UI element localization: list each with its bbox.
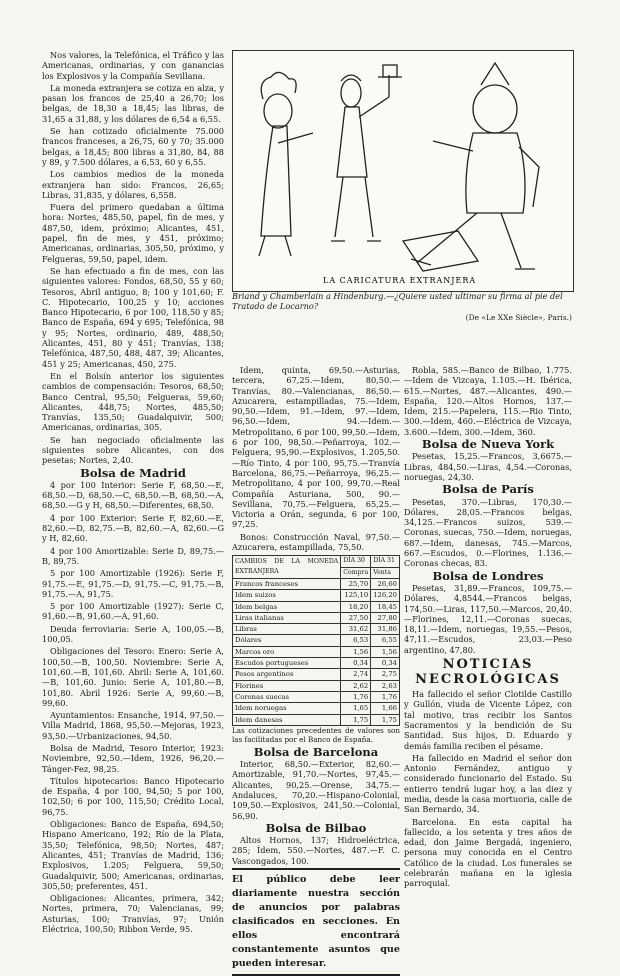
paragraph: Pesetas, 370.—Libras, 170,30.—Dólares, 28,05.—Francos belgas, 34,125.—Francos suizos, 539.—Coronas, suecas, 750.—Idem, noruegas, 687.—Idem, danesas, 745.—Marcos, 667.—Escudos, 0.—Florines, 1.136.—Coronas checas, 83.	[404, 496, 572, 569]
paragraph: 5 por 100 Amortizable (1927): Serie C, 91,60.—B, 91,60.—A, 91,60.	[42, 601, 224, 622]
section-heading-necrologicas: NOTICIAS NECROLÓGICAS	[415, 657, 561, 688]
table-row	[233, 658, 400, 669]
table-header-label: CAMBIOS DE LA MONEDA EXTRANJERA	[233, 556, 341, 579]
table-row	[233, 691, 400, 702]
table-cell: Idem danesas	[233, 714, 341, 725]
table-cell: 27,50	[341, 612, 371, 623]
table-cell: 1,66	[371, 703, 400, 714]
table-cell: 2,62	[341, 680, 371, 691]
paragraph: Idem, quinta, 69,50.—Asturias, tercera, 67,25.—Idem, 80,50.—Tranvías, 80.—Valencianas, 86,50.—Azucarera, estampilladas, 75.—Idem, 90,50.—Idem, 91.—Idem, 97.—Idem, 96,50.—Idem, 94.—Idem.—Metropolitano, 6 por 100, 99,50.—Idem, 6 por 100, 98,50.—Peñarroya, 102.—Felguera, 95,90.—Explosivos, 1.205,50.—Río Tinto, 4 por 100, 95,75.—Tranvía Barcelona, 86,75.—Peñarroya, 96,25.—Metropolitano, 4 por 100, 99,70.—Real Compañía Asturiana, 500, 90.—Sevillana, 70,75.—Felguera, 65,25.—Victoria a Orán, segunda, 6 por 100, 97,25.	[232, 365, 400, 530]
paragraph: Ayuntamientos: Ensanche, 1914, 97,50.—Villa Madrid, 1868, 95,50.—Mejoras, 1923, 93,50.—Urbanizaciones, 94,50.	[42, 710, 224, 741]
paragraph: 4 por 100 Amortizable: Serie D, 89,75.—B, 89,75.	[42, 545, 224, 566]
table-header-day-b: DÍA 31	[371, 556, 400, 567]
paragraph: Los cambios medios de la moneda extranjera han sido: Francos, 26,65; Libras, 31,835, y dólares, 6,558.	[42, 169, 224, 200]
paragraph: Fuera del primero quedaban a última hora: Nortes, 485,50, papel, fin de mes, y 487,50, idem, próximo; Alicantes, 451, papel, fin de mes, y 451, próximo; Americanas, ordinarias, 305,50, próximo, y Felgueras, 59,50, papel, idem.	[42, 202, 224, 264]
table-cell: Escudos portugueses	[233, 658, 341, 669]
table-row	[233, 714, 400, 725]
table-cell: Idem belgas	[233, 601, 341, 612]
paragraph: Robla, 585.—Banco de Bilbao, 1.775.—Idem de Vizcaya, 1.105.—H. Ibérica, 615.—Nortes, 487.—Alicantes, 490.—España, 120.—Altos Hornos, 137.—Idem, 215.—Papelera, 115.—Rio Tinto, 300.—Idem, 460.—Eléctrica de Vizcaya, 3.600.—Idem, 300.—Idem, 360.	[404, 365, 572, 437]
table-cell: 18,20	[341, 601, 371, 612]
table-cell: Idem suizos	[233, 590, 341, 601]
paragraph: Ha fallecido en Madrid el señor don Antonio Fernández, antiguo y considerado funcionario del Estado. Su entierro tendrá lugar hoy, a las diez y media, desde la casa mortuoria, calle de San Bernardo, 34.	[404, 752, 572, 815]
table-cell: 1,76	[371, 691, 400, 702]
paragraph: Bonos: Construcción Naval, 97,50.—Azucarera, estampillada, 75,50.	[232, 531, 400, 553]
table-cell: 2,74	[341, 669, 371, 680]
paragraph: La moneda extranjera se cotiza en alza, y pasan los francos de 25,40 a 26,70; los belgas, de 18,30 a 18,45; las libras, de 31,65 a 31,88, y los dólares de 6,54 a 6,55.	[42, 82, 224, 124]
paragraph: Altos Hornos, 137; Hidroeléctrica, 285; Ídem, 550.—Nortes, 487.—F. C. Vascongados, 100.	[232, 835, 400, 866]
table-cell: 1,56	[341, 646, 371, 657]
table-cell: 1,65	[341, 703, 371, 714]
table-cell: 18,45	[371, 601, 400, 612]
table-cell: Dólares	[233, 635, 341, 646]
table-cell: Florines	[233, 680, 341, 691]
table-cell: 26,60	[371, 578, 400, 589]
paragraph: Obligaciones del Tesoro: Enero: Serie A, 100,50.—B, 100,50. Noviembre: Serie A, 101,60.—B, 101,60. Abril: Serie A, 101,60.—B, 101,60. Junio: Serie A, 101,80.—B, 101,80. Abril 1926: Serie A, 99,60.—B, 99,60.	[42, 646, 224, 708]
paragraph: Se han negociado oficialmente las siguientes sobre Alicantes, con dos pesetas; Nortes, 2,40.	[42, 434, 224, 466]
table-cell: 6,53	[341, 635, 371, 646]
paragraph: Pesetas, 15,25.—Francos, 3,6675.—Libras, 484,50.—Liras, 4,54.—Coronas, noruegas, 24,30.	[404, 451, 572, 482]
table-cell: 6,55	[371, 635, 400, 646]
section-heading-paris: Bolsa de París	[442, 482, 534, 497]
section-heading-londres: Bolsa de Londres	[432, 568, 544, 583]
paragraph: Interior, 68,50.—Exterior, 82,60.—Amortizable, 91,70.—Nortes, 97,45.—Alicantes, 90,25.—Orense, 34,75.—Andaluces, 70,20.—Hispano-Colonial, 109,50.—Explosivos, 241,50.—Colonial, 56,90.	[232, 759, 400, 821]
table-cell: 0,34	[341, 658, 371, 669]
paragraph: 4 por 100 Exterior: Serie F, 82,60.—E, 82,60.—D, 82,75.—B, 82,60.—A, 82,60.—G y H, 82,60.	[42, 512, 224, 544]
table-cell: 1,75	[371, 714, 400, 725]
table-cell: 31,86	[371, 624, 400, 635]
table-cell: 27,80	[371, 612, 400, 623]
section-heading-barcelona: Bolsa de Barcelona	[253, 744, 379, 759]
classified-ad-notice: El público debe leer diariamente nuestra sección de anuncios por palabras clasificados en secciones. En ellos encontrará constantemente asuntos que pueden interesar.	[232, 868, 400, 976]
table-cell: Liras italianas	[233, 612, 341, 623]
table-row	[233, 703, 400, 714]
table-cell: Francos franceses	[233, 578, 341, 589]
table-cell: 2,75	[371, 669, 400, 680]
paragraph: En el Bolsín anterior los siguientes cambios de compensación: Tesoros, 68,50; Banco Central, 95,50; Felgueras, 59,60; Alicantes, 448,75; Nortes, 485,50; Tranvías, 135,50; Guadalquivir, 500; Americanas, ordinarias, 305.	[42, 370, 224, 433]
table-cell: 126,20	[371, 590, 400, 601]
paragraph: Obligaciones: Banco de España, 694,50; Hispano Americano, 192; Río de la Plata, 35,50; Telefónica, 98,50; Nortes, 487; Alicantes, 451; Tranvías de Madrid, 136; Explosivos, 1.205; Felguera, 59,50; Guadalquivir, 500; Americanas, ordinarias, 305,50; preferentes, 451.	[42, 819, 224, 891]
paragraph: Nos valores, la Telefónica, el Tráfico y las Americanas, ordinarias, y con ganancias los Explosivos y la Compañía Sevillana.	[42, 50, 224, 81]
cartoon-title: LA CARICATURA EXTRANJERA	[323, 276, 477, 285]
table-cell: Pesos argentinos	[233, 669, 341, 680]
paragraph: Bolsa de Madrid, Tesoro Interior, 1923: Noviembre, 92,50.—Idem, 1926, 96,20.—Tánger-Fez, 98,25.	[42, 743, 224, 774]
paragraph: Obligaciones: Alicantes, primera, 342; Nortes, primera, 70; Valencianas, 99; Asturias, 100; Tranvías, 97; Unión Eléctrica, 100,50; Ribbon Verde, 95.	[42, 893, 224, 935]
caricature-illustration	[232, 50, 574, 292]
table-cell: 0,34	[371, 658, 400, 669]
paragraph: Ha fallecido el señor Clotilde Castillo y Gullón, viuda de Vicente López, con tal motivo, tras recibir los Santos Sacramentos y la bendición de Su Santidad. Sus hijos, D. Eduardo y demás familia reciben el pésame.	[404, 689, 572, 751]
table-row	[233, 590, 400, 601]
exchange-table	[232, 555, 400, 743]
table-cell: Coronas suecas	[233, 691, 341, 702]
table-row	[233, 624, 400, 635]
table-subheader: Venta	[371, 567, 400, 578]
table-cell: 25,70	[341, 578, 371, 589]
section-heading-madrid: Bolsa de Madrid	[80, 465, 186, 480]
table-row	[233, 578, 400, 589]
table-note: Las cotizaciones precedentes de valores son las facilitadas por el Banco de España.	[232, 725, 400, 744]
table-cell: Idem noruegas	[233, 703, 341, 714]
table-cell: 1,56	[371, 646, 400, 657]
cartoon-credit: (De «Le XXe Siècle», París.)	[465, 313, 572, 322]
paragraph: 5 por 100 Amortizable (1926): Serie F, 91,75.—E, 91,75.—D, 91,75.—C, 91,75.—B, 91,75.—A, 91,75.	[42, 568, 224, 599]
cartoon-caption: Briand y Chamberlain a Hindenburg.—¿Quiere usted ultimar su firma al pie del Tratado de Locarno?	[232, 291, 563, 311]
column-finance-3	[404, 365, 572, 889]
table-subheader: Compra	[341, 567, 371, 578]
paragraph: Se han cotizado oficialmente 75.000 francos franceses, a 26,75, 60 y 70; 35.000 belgas, a 18,45; 800 libras a 31,80, 84, 88 y 89, y 7.500 dólares, a 6,53, 60 y 6,55.	[42, 126, 224, 167]
table-cell: Marcos oro	[233, 646, 341, 657]
table-cell: 31,62	[341, 624, 371, 635]
caricature-drawing	[233, 51, 573, 291]
table-row	[233, 635, 400, 646]
table-row	[233, 612, 400, 623]
paragraph: Títulos hipotecarios: Banco Hipotecario de España, 4 por 100, 94,50; 5 por 100, 102,50; 6 por 100, 115,50; Crédito Local, 96,75.	[42, 775, 224, 817]
table-cell: 1,75	[341, 714, 371, 725]
paragraph: Barcelona. En esta capital ha fallecido, a los setenta y tres años de edad, don Jaime Bergadá, ingeniero, persona muy conocida en el Centro Católico de la ciudad. Los funerales se celebrarán mañana en la iglesia parroquial.	[404, 816, 572, 889]
paragraph: 4 por 100 Interior: Serie F, 68,50.—E, 68,50.—D, 68,50.—C, 68,50.—B, 68,50.—A, 68,50.—G y H, 68,50.—Diferentes, 68,50.	[42, 479, 224, 511]
column-finance-1	[42, 50, 224, 935]
table-cell: Libras	[233, 624, 341, 635]
table-cell: 2,63	[371, 680, 400, 691]
section-heading-bilbao: Bolsa de Bilbao	[265, 820, 367, 835]
paragraph: Pesetas, 31,89.—Francos, 109,75.—Dólares, 4,8544.—Francos belgas, 174,50.—Liras, 117,50.—Marcos, 20,40.—Florines, 12,11.—Coronas suecas, 18,11.—Idem, noruegas, 19,55.—Pesos, 47,11.—Escudos, 23,03.—Peso argentino, 47,80.	[404, 582, 572, 655]
paragraph: Deuda ferroviaria: Serie A, 100,05.—B, 100,05.	[42, 623, 224, 645]
column-finance-2	[232, 365, 400, 970]
table-row	[233, 669, 400, 680]
table-row	[233, 646, 400, 657]
section-heading-newyork: Bolsa de Nueva York	[421, 437, 555, 452]
table-cell: 125,10	[341, 590, 371, 601]
table-row	[233, 601, 400, 612]
table-row	[233, 680, 400, 691]
table-header-day-a: DÍA 30	[341, 556, 371, 567]
paragraph: Se han efectuado a fin de mes, con las siguientes valores: Fondos, 68,50, 55 y 60; Tesoros, Abril antiguo, 8; 100 y 101,60; F. C. Hipotecario, 100,25 y 10; acciones Banco Hipotecario, 6 por 100, 118,50 y 85; Banco de España, 694 y 695; Telefónica, 98 y 95; Nortes, ordinario, 489, 488,50; Alicantes, 451, 80 y 451; Tranvías, 138; Telefónica, 487,50, 488, 487, 39; Alicantes, 451 y 25; Americanas, 450, 275.	[42, 265, 224, 369]
table-cell: 1,76	[341, 691, 371, 702]
